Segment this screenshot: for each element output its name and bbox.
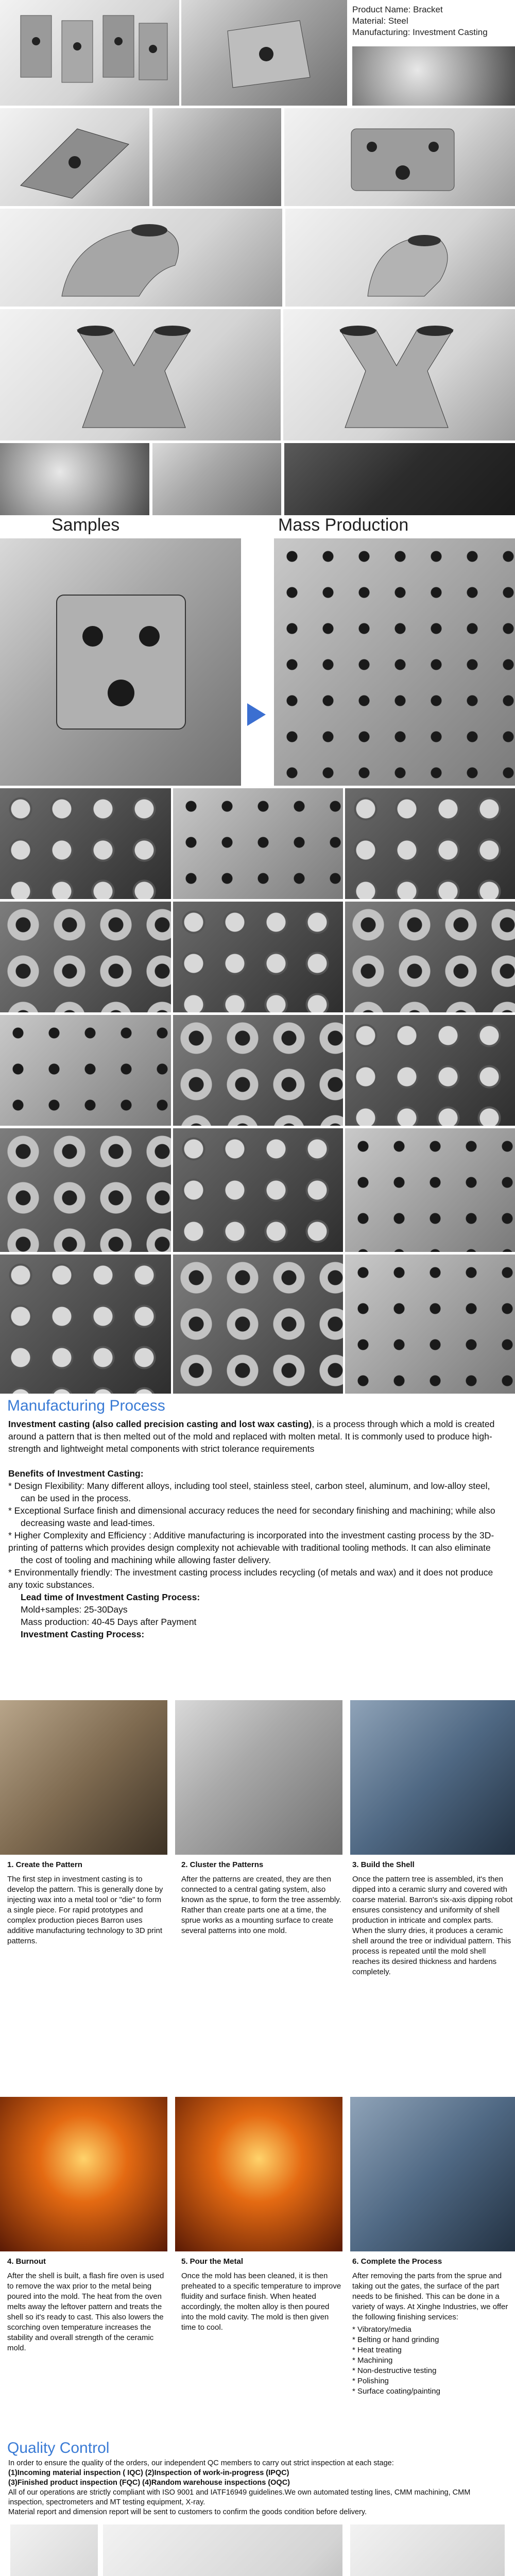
- quality-text: [8, 2459, 507, 2517]
- finishing-item: * Machining: [352, 2356, 393, 2365]
- step-1-title: 1. Create the Pattern: [7, 1860, 82, 1869]
- step-3-caption: [352, 1860, 513, 1977]
- step-2-title: 2. Cluster the Patterns: [181, 1860, 264, 1869]
- step-3-text: Once the pattern tree is assembled, it's then dipped into a ceramic slurry and covered with coarse material. Barron's six-axis dipping robot ensures consistency and uniformity of shell production in intricate and complex parts. When the slurry dries, it produces a ceramic shell around the tree or individual pattern. This process is repeated until the mold shell reaches its desired thickness and hardens completely.: [352, 1875, 513, 1976]
- arrow-right-icon: [247, 703, 266, 726]
- step-1-caption: [7, 1860, 167, 1946]
- step-6-photo: [350, 2097, 515, 2251]
- step-4-photo: [0, 2097, 167, 2251]
- product-photo-bracket-angle: [0, 108, 149, 206]
- production-photo-6: [345, 902, 515, 1012]
- process-intro-bold: Investment casting (also called precision casting and lost wax casting): [8, 1419, 312, 1429]
- product-name: Product Name: Bracket: [352, 5, 443, 14]
- finishing-item: * Surface coating/painting: [352, 2387, 440, 2396]
- product-photo-casting-y-2: [283, 309, 515, 440]
- quality-control-title: Quality Control: [7, 2439, 110, 2456]
- finishing-item: * Vibratory/media: [352, 2325, 411, 2334]
- step-1-photo: [0, 1700, 167, 1855]
- step-3-photo: [350, 1700, 515, 1855]
- bracket-angle-graphic: [0, 108, 149, 206]
- production-photo-11: [173, 1128, 343, 1252]
- samples-label: Samples: [52, 515, 120, 535]
- production-photo-4: [0, 902, 171, 1012]
- product-photo-bracket-plate: [284, 108, 515, 206]
- step-4-caption: [7, 2257, 167, 2353]
- pipe-fitting-graphic-2: [285, 209, 515, 307]
- benefits-block: [8, 1467, 507, 1640]
- benefit-1: * Design Flexibility: Many different alloys, including tool steel, stainless steel, carbon steel, aluminum, and low-alloy steel,: [8, 1481, 490, 1491]
- product-photo-casting-y-1: [0, 309, 281, 440]
- product-photo-brackets-tray: [152, 108, 281, 206]
- step-6-title: 6. Complete the Process: [352, 2257, 442, 2266]
- sample-photo-1: [0, 538, 241, 786]
- lead-time-mass: Mass production: 40-45 Days after Payment: [21, 1617, 197, 1627]
- production-photo-15: [345, 1255, 515, 1394]
- mass-production-label: Mass Production: [278, 515, 409, 535]
- sample-bracket-graphic: [0, 538, 241, 786]
- production-photo-2: [173, 788, 343, 899]
- production-photo-5: [173, 902, 343, 1012]
- casting-y-graphic-1: [0, 309, 281, 440]
- process-intro-rest: , is a process through which a mold is created around a pattern that is then melted out of the mold and replaced with molten metal. It is commonly used to produce high-strength and lightweight metal components with strict tolerance requirements: [8, 1419, 495, 1454]
- benefit-4: * Environmentally friendly: The investment casting process includes recycling (of metals and wax) and it does not produce any toxic substances.: [8, 1567, 493, 1590]
- step-6-text: After removing the parts from the sprue and taking out the gates, the surface of the part needs to be finished. This can be done in a variety of ways. At Xinghe Industries, we offer the following finishing services:: [352, 2272, 508, 2321]
- process-steps-title: Investment Casting Process:: [21, 1629, 145, 1639]
- step-2-photo: [175, 1700, 342, 1855]
- lead-time-mold: Mold+samples: 25-30Days: [21, 1604, 128, 1615]
- step-3-title: 3. Build the Shell: [352, 1860, 415, 1869]
- quality-line-1: In order to ensure the quality of the orders, our independent QC members to carry out strict inspection at each stage:: [8, 2459, 394, 2467]
- production-photo-12: [345, 1128, 515, 1252]
- benefit-3: * Higher Complexity and Efficiency : Additive manufacturing is incorporated into the investment casting process by the 3D-printing of patterns which provides design complexity not achievable with traditional tooling methods. It can also eliminate: [8, 1530, 494, 1553]
- benefit-2: * Exceptional Surface finish and dimensional accuracy reduces the need for secondary finishing and machining; while also: [8, 1505, 495, 1516]
- process-intro: [8, 1418, 507, 1455]
- production-photo-13: [0, 1255, 171, 1394]
- product-photo-parts-assembly: [152, 443, 281, 515]
- bracket-plate-graphic: [284, 108, 515, 206]
- product-photo-pipe-fitting-2: [285, 209, 515, 307]
- production-photo-10: [0, 1128, 171, 1252]
- step-5-text: Once the mold has been cleaned, it is then preheated to a specific temperature to improve fluidity and surface finish. When heated accordingly, the molten alloy is then poured into the mold cavity. The mold is then given time to cool.: [181, 2272, 341, 2332]
- step-5-photo: [175, 2097, 342, 2251]
- production-photo-14: [173, 1255, 343, 1394]
- production-photo-1: [0, 788, 171, 899]
- quality-line-2: (1)Incoming material inspection ( IQC) (2)Inspection of work-in-progress (IPQC): [8, 2469, 289, 2477]
- manufacturing-process-title: Manufacturing Process: [7, 1397, 165, 1414]
- mass-production-photo-1: [274, 538, 515, 786]
- lead-time-title: Lead time of Investment Casting Process:: [21, 1592, 200, 1602]
- step-4-text: After the shell is built, a flash fire oven is used to remove the wax prior to the metal being poured into the mold. The heat from the oven melts away the leftover pattern and treats the shell so it's ready to cast. This also lowers the scorching oven temperature increases the stability and overall strength of the ceramic mold.: [7, 2272, 164, 2352]
- finishing-list: [352, 2325, 513, 2397]
- production-photo-8: [173, 1015, 343, 1126]
- step-6-caption: [352, 2257, 513, 2397]
- production-photo-9: [345, 1015, 515, 1126]
- product-photo-dome: [0, 443, 149, 515]
- production-photo-3: [345, 788, 515, 899]
- benefit-1b: can be used in the process.: [21, 1493, 131, 1503]
- product-material: Material: Steel: [352, 16, 408, 26]
- quality-line-4: All of our operations are strictly compliant with ISO 9001 and IATF16949 guidelines.We own automated testing lines, CMM machining, CMM inspection, spectrometers and MT testing equipment, X-ray.: [8, 2488, 471, 2506]
- finishing-item: * Belting or hand grinding: [352, 2335, 439, 2344]
- product-photo-brackets-group: [0, 0, 179, 106]
- step-5-title: 5. Pour the Metal: [181, 2257, 244, 2266]
- casting-y-graphic-2: [283, 309, 515, 440]
- step-2-caption: [181, 1860, 344, 1936]
- production-photo-7: [0, 1015, 171, 1126]
- product-manufacturing: Manufacturing: Investment Casting: [352, 27, 488, 37]
- qc-photo-cmm: [103, 2524, 342, 2576]
- product-specs: [352, 4, 512, 38]
- bracket-group-graphic: [0, 0, 179, 106]
- finishing-item: * Heat treating: [352, 2346, 402, 2354]
- bracket-single-graphic: [181, 0, 347, 106]
- benefit-3b: the cost of tooling and machining while allowing faster delivery.: [21, 1555, 271, 1565]
- finishing-item: * Non-destructive testing: [352, 2366, 437, 2375]
- quality-line-5: Material report and dimension report will be sent to customers to confirm the goods condition before delivery.: [8, 2508, 367, 2516]
- product-photo-pipe-fitting-1: [0, 209, 282, 307]
- qc-photo-hardness-tester: [10, 2524, 98, 2576]
- step-1-text: The first step in investment casting is to develop the pattern. This is generally done by injecting wax into a metal tool or "die" to form a single piece. For rapid prototypes and complex production pieces Barron uses additive manufacturing technology to 3D print patterns.: [7, 1875, 163, 1945]
- pipe-fitting-graphic-1: [0, 209, 282, 307]
- step-5-caption: [181, 2257, 344, 2333]
- finishing-item: * Polishing: [352, 2377, 389, 2385]
- product-photo-hand-bracket: [352, 46, 515, 106]
- step-4-title: 4. Burnout: [7, 2257, 46, 2266]
- step-2-text: After the patterns are created, they are then connected to a central gating system, also known as the sprue, to form the tree assembly. Rather than create parts one at a time, the sprue works as a mounting surface to create several patterns into one mold.: [181, 1875, 341, 1935]
- qc-photo-spectrometer: [350, 2524, 505, 2576]
- benefits-title: Benefits of Investment Casting:: [8, 1468, 144, 1479]
- quality-line-3: (3)Finished product inspection (FQC) (4)Random warehouse inspections (OQC): [8, 2479, 290, 2487]
- product-photo-bracket-single: [181, 0, 347, 106]
- product-photo-brackets-bins: [284, 443, 515, 515]
- benefit-2b: decreasing waste and lead-times.: [21, 1518, 155, 1528]
